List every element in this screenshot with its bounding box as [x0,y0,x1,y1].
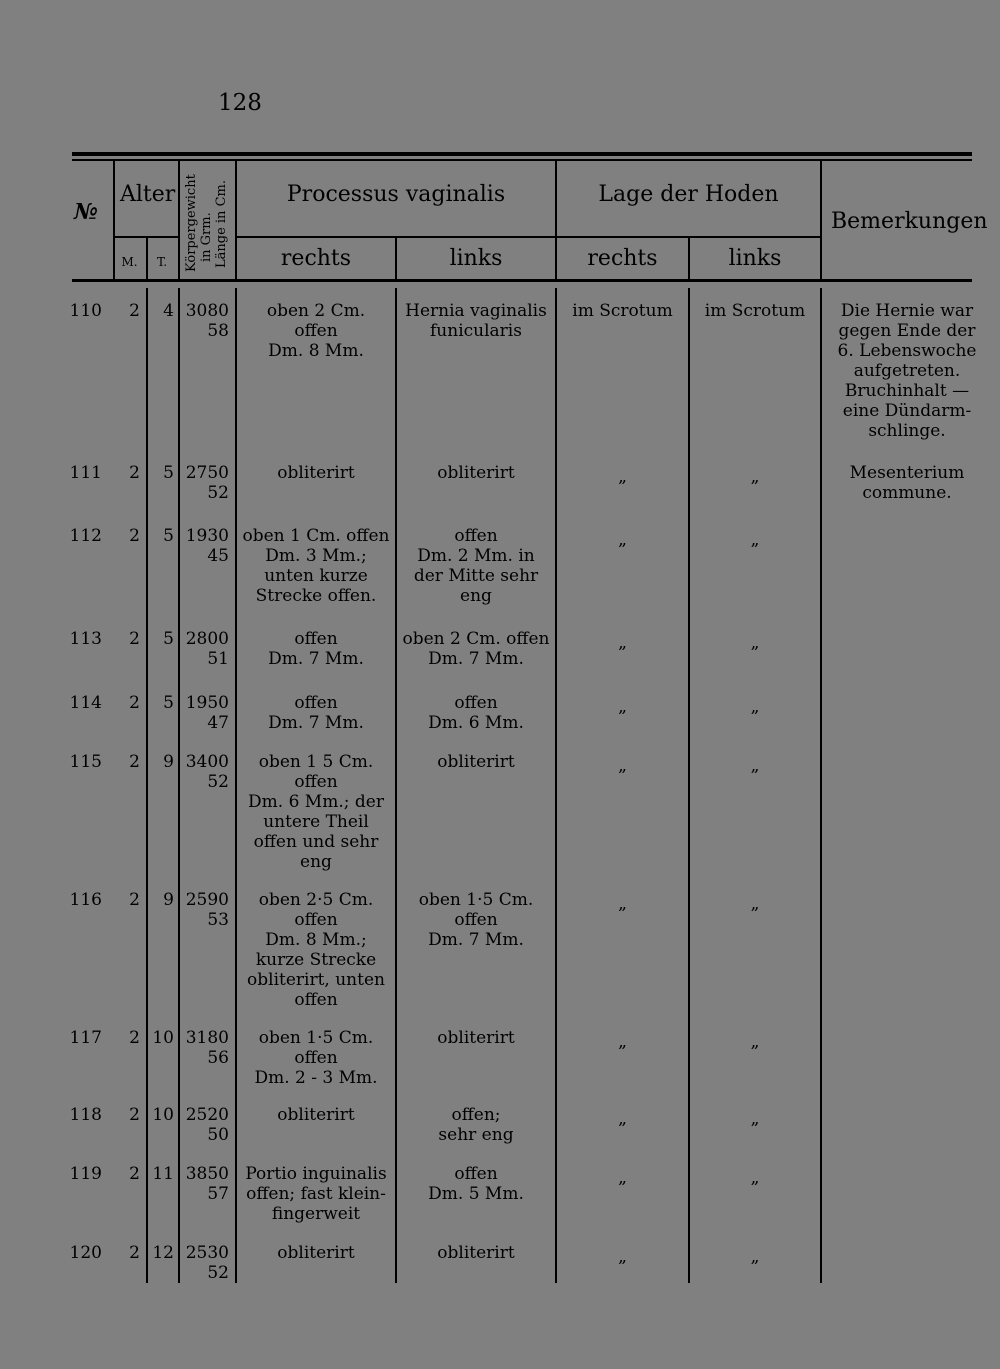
header-lage-links: links [728,246,782,271]
proc-right-line: untere Theil [263,812,369,832]
row-number: 117 [69,1028,102,1048]
testis-right: „ [618,1032,627,1052]
testis-right: „ [618,1247,627,1267]
testis-left: „ [750,1247,760,1267]
testis-right: „ [618,894,627,914]
header-lage: Lage der Hoden [598,182,779,207]
remark-line: aufgetreten. [853,361,961,381]
testis-right: „ [618,1109,627,1129]
header-alter-m: M. [121,255,138,269]
header-proc-links: links [449,246,503,271]
age-days: 5 [163,463,174,483]
testis-left: „ [750,1168,760,1188]
proc-left-line: eng [460,586,492,606]
header-weight-line1: Körpergewicht [184,174,199,272]
body-weight: 3850 [185,1164,229,1184]
top-rule-thick [72,152,972,156]
row-number: 118 [69,1105,102,1125]
header-processus: Processus vaginalis [286,182,506,207]
body-weight: 1950 [185,693,229,713]
body-weight: 1930 [185,526,229,546]
proc-left-line: Dm. 7 Mm. [428,930,524,950]
remark-line: schlinge. [868,421,946,441]
age-days: 5 [163,526,174,546]
body-length: 57 [207,1184,229,1204]
age-days: 5 [163,629,174,649]
body-length: 53 [207,910,229,930]
proc-right-line: Dm. 3 Mm.; [265,546,367,566]
remark-line: Mesenterium [849,463,965,483]
testis-left: „ [750,894,760,914]
row-number: 112 [69,526,102,546]
remark-line: commune. [862,483,952,503]
testis-right: „ [618,530,627,550]
age-months: 2 [129,463,140,483]
body-divider [146,288,148,1283]
body-length: 52 [207,1263,229,1283]
body-length: 58 [207,321,229,341]
proc-right-line: Dm. 7 Mm. [268,649,364,669]
proc-left-line: obliterirt [437,1028,515,1048]
body-weight: 3080 [185,301,229,321]
testis-left: „ [750,530,760,550]
proc-right-line: offen; fast klein- [246,1184,386,1204]
proc-right-line: oben 1 5 Cm. [258,752,374,772]
age-months: 2 [129,301,140,321]
proc-right-line: Dm. 2 - 3 Mm. [254,1068,378,1088]
proc-left-line: der Mitte sehr [413,566,539,586]
proc-right-line: offen und sehr [253,832,379,852]
testis-left: im Scrotum [704,301,806,321]
row-number: 113 [69,629,102,649]
age-months: 2 [129,890,140,910]
proc-left-line: Dm. 2 Mm. in [417,546,535,566]
body-divider [555,288,557,1283]
proc-right-line: offen [294,990,338,1010]
proc-right-line: oben 1 Cm. offen [242,526,390,546]
header-length: Länge in Cm. [214,180,229,268]
remark-line: gegen Ende der [838,321,976,341]
testis-left: „ [750,1109,760,1129]
proc-right-line: offen [294,693,338,713]
body-length: 45 [207,546,229,566]
body-weight: 2750 [185,463,229,483]
testis-left: „ [750,467,760,487]
age-months: 2 [129,752,140,772]
header-num: № [74,199,98,225]
proc-left-line: Dm. 6 Mm. [428,713,524,733]
row-number: 120 [69,1243,102,1263]
proc-right-line: offen [294,321,338,341]
proc-right-line: obliterirt [277,1243,355,1263]
proc-left-line: obliterirt [437,1243,515,1263]
age-days: 11 [152,1164,174,1184]
testis-right: im Scrotum [572,301,673,321]
proc-right-line: offen [294,1048,338,1068]
testis-left: „ [750,697,760,717]
body-weight: 2530 [185,1243,229,1263]
age-months: 2 [129,526,140,546]
remark-line: Die Hernie war [840,301,974,321]
proc-left-line: oben 2 Cm. offen [402,629,550,649]
testis-left: „ [750,1032,760,1052]
header-alter-t: T. [156,255,168,269]
body-length: 47 [207,713,229,733]
proc-right-line: Portio inguinalis [245,1164,387,1184]
body-length: 56 [207,1048,229,1068]
proc-left-line: oben 1·5 Cm. [418,890,534,910]
proc-right-line: Dm. 7 Mm. [268,713,364,733]
age-days: 10 [152,1105,174,1125]
proc-left-line: funicularis [430,321,522,341]
remark-line: eine Dündarm- [842,401,972,421]
testis-right: „ [618,1168,627,1188]
divider [178,161,180,279]
header-lage-rechts: rechts [587,246,658,271]
age-months: 2 [129,629,140,649]
body-length: 51 [207,649,229,669]
remark-line: Bruchinhalt — [844,381,970,401]
header-alter: Alter [120,182,176,207]
proc-left-line: Dm. 7 Mm. [428,649,524,669]
proc-right-line: oben 1·5 Cm. [258,1028,374,1048]
header-weight-line2: in Grm. [199,212,214,262]
body-length: 50 [207,1125,229,1145]
age-days: 9 [163,752,174,772]
proc-left-line: obliterirt [437,463,515,483]
row-number: 119 [69,1164,102,1184]
proc-right-line: kurze Strecke [255,950,377,970]
proc-right-line: fingerweit [271,1204,361,1224]
testis-right: „ [618,697,627,717]
testis-left: „ [750,756,760,776]
age-days: 5 [163,693,174,713]
testis-right: „ [618,633,627,653]
proc-right-line: obliterirt [277,1105,355,1125]
body-divider [688,288,690,1283]
proc-right-line: offen [294,629,338,649]
divider [820,161,822,279]
proc-right-line: obliterirt, unten [247,970,385,990]
proc-right-line: obliterirt [277,463,355,483]
body-weight: 3400 [185,752,229,772]
proc-left-line: offen; [451,1105,501,1125]
body-weight: 2590 [185,890,229,910]
row-number: 110 [69,301,102,321]
body-weight: 3180 [185,1028,229,1048]
body-length: 52 [207,483,229,503]
body-weight: 2520 [185,1105,229,1125]
proc-right-line: eng [300,852,332,872]
age-days: 12 [152,1243,174,1263]
header-proc-rechts: rechts [280,246,352,271]
proc-right-line: oben 2 Cm. [266,301,366,321]
body-length: 52 [207,772,229,792]
age-months: 2 [129,1243,140,1263]
top-rule-thin [72,159,972,161]
header-bottom-rule [72,279,972,282]
header-bemerkungen: Bemerkungen [831,209,988,234]
proc-left-line: obliterirt [437,752,515,772]
age-days: 4 [163,301,174,321]
proc-left-line: offen [454,1164,498,1184]
testis-right: „ [618,756,627,776]
age-days: 9 [163,890,174,910]
proc-right-line: Dm. 8 Mm. [268,341,364,361]
age-days: 10 [152,1028,174,1048]
age-months: 2 [129,1028,140,1048]
row-number: 115 [69,752,102,772]
proc-right-line: offen [294,772,338,792]
page-number: 128 [218,90,262,116]
proc-left-line: Hernia vaginalis [405,301,547,321]
row-number: 114 [69,693,102,713]
header-subrule [237,236,820,238]
remark-line: 6. Lebenswoche [837,341,977,361]
age-months: 2 [129,693,140,713]
age-months: 2 [129,1105,140,1125]
proc-left-line: offen [454,526,498,546]
proc-right-line: unten kurze [264,566,368,586]
header-subrule [115,236,178,238]
testis-right: „ [618,467,627,487]
body-weight: 2800 [185,629,229,649]
testis-left: „ [750,633,760,653]
proc-left-line: offen [454,693,498,713]
row-number: 116 [69,890,102,910]
proc-left-line: sehr eng [438,1125,514,1145]
proc-right-line: Dm. 6 Mm.; der [248,792,384,812]
proc-right-line: Strecke offen. [255,586,377,606]
proc-right-line: Dm. 8 Mm.; [265,930,367,950]
row-number: 111 [69,463,102,483]
proc-left-line: Dm. 5 Mm. [428,1184,524,1204]
proc-right-line: offen [294,910,338,930]
proc-left-line: offen [454,910,498,930]
proc-right-line: oben 2·5 Cm. [258,890,374,910]
age-months: 2 [129,1164,140,1184]
